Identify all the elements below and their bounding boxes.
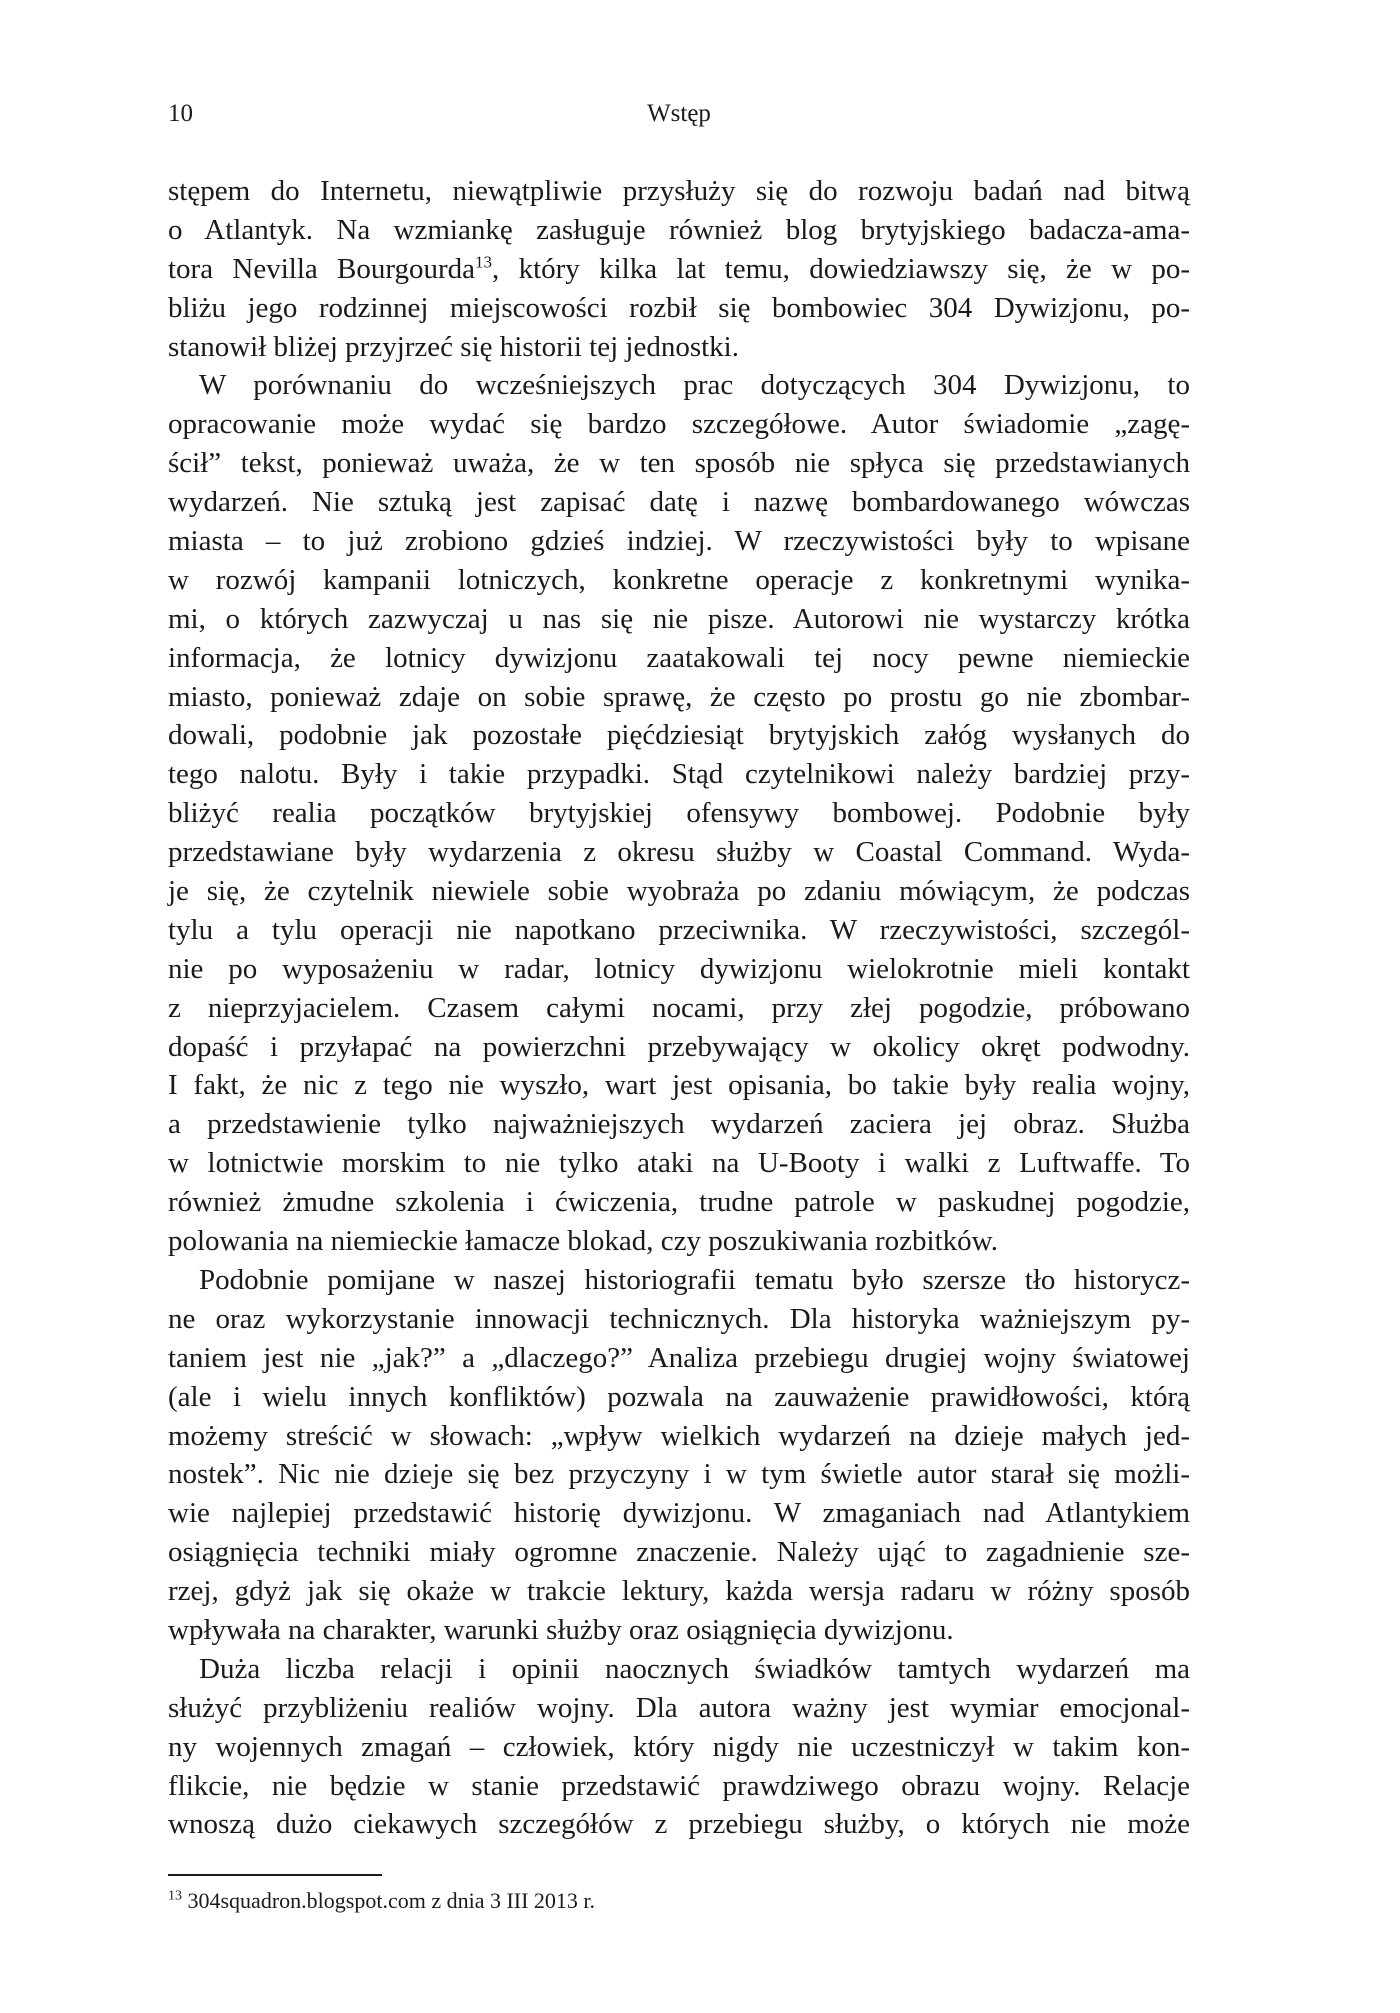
text-line: stanowił bliżej przyjrzeć się historii tej jednostki. bbox=[168, 330, 739, 363]
text-line: bliżu jego rodzinnej miejscowości rozbił się bombowiec 304 Dywizjonu, po- bbox=[168, 291, 1190, 324]
text-line: polowania na niemieckie łamacze blokad, czy poszukiwania rozbitków. bbox=[168, 1225, 998, 1258]
text-line: z nieprzyjacielem. Czasem całymi nocami, przy złej pogodzie, próbowano bbox=[168, 991, 1190, 1024]
text-line: o Atlantyk. Na wzmiankę zasługuje również blog brytyjskiego badacza-ama- bbox=[168, 213, 1190, 246]
text-line: stępem do Internetu, niewątpliwie przysłuży się do rozwoju badań nad bitwą bbox=[168, 175, 1190, 207]
paragraph-4 bbox=[168, 1650, 1190, 1844]
paragraph-3 bbox=[168, 1261, 1190, 1650]
text-line: również żmudne szkolenia i ćwiczenia, trudne patrole w paskudnej pogodzie, bbox=[168, 1186, 1190, 1219]
text-line: wpływała na charakter, warunki służby oraz osiągnięcia dywizjonu. bbox=[168, 1613, 954, 1646]
text-line: miasto, ponieważ zdaje on sobie sprawę, że często po prostu go nie zbombar- bbox=[168, 680, 1190, 713]
text-line: bliżyć realia początków brytyjskiej ofensywy bombowej. Podobnie były bbox=[168, 797, 1190, 830]
paragraph-1 bbox=[168, 172, 1190, 366]
text-line: dowali, podobnie jak pozostałe pięćdziesiąt brytyjskich załóg wysłanych do bbox=[168, 719, 1190, 752]
paragraph-2 bbox=[168, 366, 1190, 1260]
footnote-reference: 13 bbox=[475, 252, 493, 272]
text-line: flikcie, nie będzie w stanie przedstawić prawdziwego obrazu wojny. Relacje bbox=[168, 1769, 1190, 1802]
text-line: informacja, że lotnicy dywizjonu zaatakowali tej nocy pewne niemieckie bbox=[168, 641, 1190, 674]
text-line: służyć przybliżeniu realiów wojny. Dla autora ważny jest wymiar emocjonal- bbox=[168, 1691, 1190, 1724]
text-line: rzej, gdyż jak się okaże w trakcie lektury, każda wersja radaru w różny sposób bbox=[168, 1575, 1190, 1608]
text-line: wie najlepiej przedstawić historię dywizjonu. W zmaganiach nad Atlantykiem bbox=[168, 1497, 1190, 1530]
text-line: wydarzeń. Nie sztuką jest zapisać datę i nazwę bombardowanego wówczas bbox=[168, 486, 1190, 519]
text-line: tego nalotu. Były i takie przypadki. Stąd czytelnikowi należy bardziej przy- bbox=[168, 758, 1190, 791]
text-segment: , który kilka lat temu, dowiedziawszy się, że w po- bbox=[492, 252, 1190, 285]
text-line: w rozwój kampanii lotniczych, konkretne operacje z konkretnymi wynika- bbox=[168, 563, 1190, 596]
text-line: ne oraz wykorzystanie innowacji technicznych. Dla historyka ważniejszym py- bbox=[168, 1302, 1190, 1335]
body-text bbox=[168, 172, 1190, 1844]
text-line: je się, że czytelnik niewiele sobie wyobraża po zdaniu mówiącym, że podczas bbox=[168, 875, 1190, 908]
text-line: tylu a tylu operacji nie napotkano przeciwnika. W rzeczywistości, szczegól- bbox=[168, 913, 1190, 946]
footnote bbox=[168, 1886, 595, 1916]
text-line: (ale i wielu innych konfliktów) pozwala na zauważenie prawidłowości, którą bbox=[168, 1380, 1190, 1413]
text-line: ścił” tekst, ponieważ uważa, że w ten sposób nie spłyca się przedstawianych bbox=[168, 447, 1190, 480]
text-line: W porównaniu do wcześniejszych prac dotyczących 304 Dywizjonu, to bbox=[199, 369, 1190, 402]
text-line: miasta – to już zrobiono gdzieś indziej. W rzeczywistości były to wpisane bbox=[168, 525, 1190, 558]
text-line: wnoszą dużo ciekawych szczegółów z przebiegu służby, o których nie może bbox=[168, 1808, 1190, 1841]
text-line: Podobnie pomijane w naszej historiografii tematu było szersze tło historycz- bbox=[199, 1263, 1190, 1296]
text-line: nostek”. Nic nie dzieje się bez przyczyny i w tym świetle autor starał się możli- bbox=[168, 1458, 1190, 1491]
page-number: 10 bbox=[168, 100, 193, 127]
text-line: Duża liczba relacji i opinii naocznych świadków tamtych wydarzeń ma bbox=[199, 1652, 1190, 1685]
text-line: przedstawiane były wydarzenia z okresu służby w Coastal Command. Wyda- bbox=[168, 836, 1190, 869]
footnote-separator bbox=[168, 1874, 382, 1876]
footnote-number: 13 bbox=[168, 1888, 182, 1904]
text-line: możemy streścić w słowach: „wpływ wielkich wydarzeń na dzieje małych jed- bbox=[168, 1419, 1190, 1452]
chapter-title: Wstęp bbox=[647, 100, 711, 127]
text-line: opracowanie może wydać się bardzo szczegółowe. Autor świadomie „zagę- bbox=[168, 408, 1190, 441]
text-segment: tora Nevilla Bourgourda bbox=[168, 252, 476, 285]
text-line: dopaść i przyłapać na powierzchni przebywający w okolicy okręt podwodny. bbox=[168, 1030, 1190, 1063]
text-line bbox=[168, 250, 1190, 289]
text-line: nie po wyposażeniu w radar, lotnicy dywizjonu wielokrotnie mieli kontakt bbox=[168, 952, 1190, 985]
text-line: ny wojennych zmagań – człowiek, który nigdy nie uczestniczył w takim kon- bbox=[168, 1730, 1190, 1763]
text-line: mi, o których zazwyczaj u nas się nie pisze. Autorowi nie wystarczy krótka bbox=[168, 602, 1190, 635]
text-line: osiągnięcia techniki miały ogromne znaczenie. Należy ująć to zagadnienie sze- bbox=[168, 1536, 1190, 1569]
text-line: taniem jest nie „jak?” a „dlaczego?” Analiza przebiegu drugiej wojny światowej bbox=[168, 1341, 1190, 1374]
text-line: w lotnictwie morskim to nie tylko ataki na U-Booty i walki z Luftwaffe. To bbox=[168, 1147, 1190, 1180]
footnote-text: 304squadron.blogspot.com z dnia 3 III 2013 r. bbox=[187, 1888, 596, 1913]
text-line: a przedstawienie tylko najważniejszych wydarzeń zaciera jej obraz. Służba bbox=[168, 1108, 1190, 1141]
text-line: I fakt, że nic z tego nie wyszło, wart jest opisania, bo takie były realia wojny, bbox=[168, 1069, 1190, 1102]
running-head bbox=[168, 100, 1190, 140]
